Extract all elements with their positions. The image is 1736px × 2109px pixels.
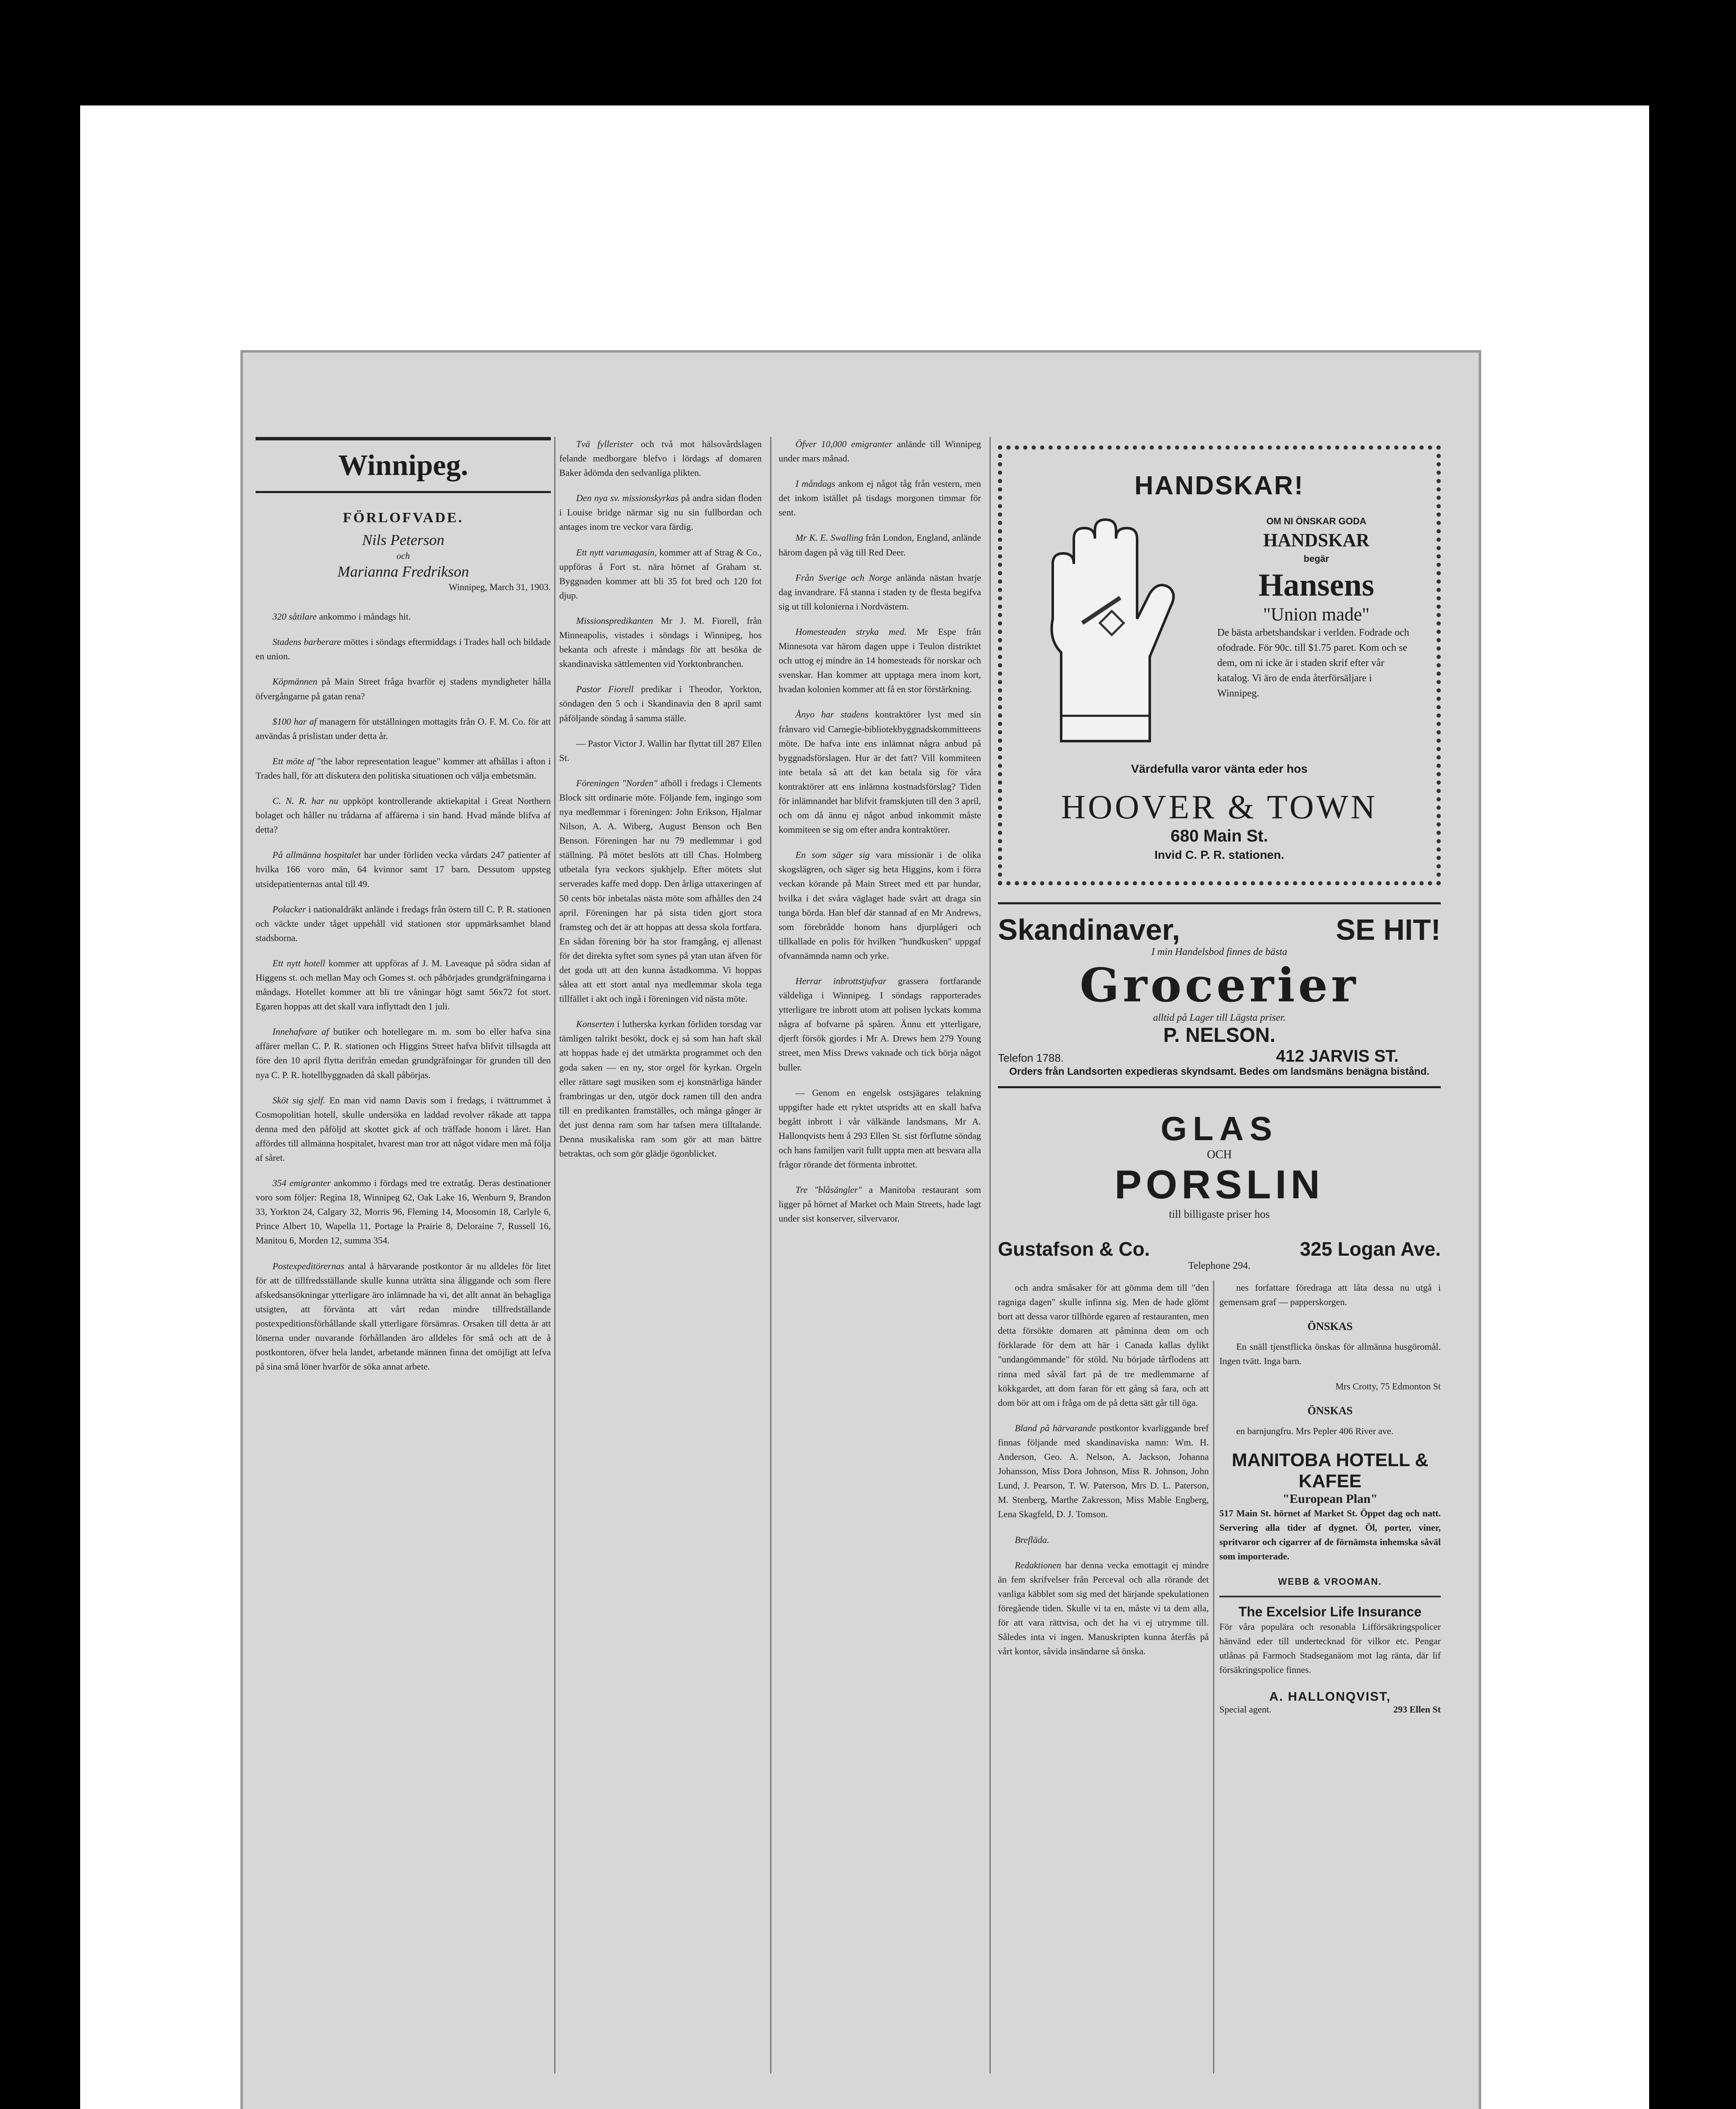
article-lead: Den nya sv. missionskyrkas [576,493,679,504]
article-paragraph [256,1176,551,1248]
article-text: i lutherska kyrkan förliden torsdag var tämligen talrikt besökt, dock ej så som han haft skäl att hoppas hade ej det utmärkta programmet och den goda saken — en ny, stor orgel för kyrkan. Orgeln eller rättare sagt musiken som ej konstnärliga händer frambringas ur den, utgör dock ramen till den andra till en predikanten framställes, och många gånger är det just denna ram som har tafsen mera tilltalande. Denna musikaliska ram som gör att man bättre betraktas, och som gör glädje ögonblicket. [559,1019,762,1159]
agent-title: Special agent. [1219,1704,1272,1715]
article-text: ankommo i måndags hit. [319,611,411,622]
article-text: anlända nästan hvarje dag invandrare. Få stanna i staden ty de flesta begifva sig ut till kolonierna i Nordvästern. [779,572,981,612]
article-lead: Tvä fyllerister [576,439,633,449]
article-paragraph [779,1183,981,1226]
article-text: predikar i Theodor, Yorkton, söndagen den 5 och i Skandinavia den 8 april samt påföljande söndag å samma ställe. [559,684,762,723]
article-paragraph [559,682,762,725]
article-lead: C. N. R. har nu [272,796,339,806]
glas-firm: Gustafson & Co. [998,1238,1150,1260]
glas-address: 325 Logan Ave. [1299,1238,1441,1260]
article-paragraph [559,545,762,603]
glas-title: GLAS [1160,1110,1278,1147]
column-1-articles [256,610,551,1374]
article-paragraph [779,707,981,837]
handskar-body: De bästa arbetshandskar i verlden. Fodrade och ofodrade. För 90c. till $1.75 paret. Kom och se dem, om ni icke är i staden skrif efter vår katalog. Vi äro de enda återförsäljare i Winnipeg. [1217,627,1410,699]
article-paragraph [559,437,762,480]
article-text: antal å härvarande postkontor är nu alldeles för litet för att de tillfredsställande skulle kunna uträtta sina åliggande och som flere afskedsansökningar ytterligare äro inlämnade ha vi, det allt annat än behagliga utsigten, att förvänta att vårt redan mindre tillfredställande postexpeditionsförhållande skall ytterligare försämras. Orsaken till detta är att lönerna under nuvarande förhållanden äro alldeles för små och att de å postkontoren, öfver hela landet, arbetande männen finna det omöjligt att lefva på sina små löner hvarför de söka annat arbete. [256,1260,551,1372]
hotel-owners: WEBB & VROOMAN. [1278,1576,1382,1587]
article-paragraph [559,1017,762,1161]
grocer-phone: Telefon 1788. [998,1052,1064,1064]
article-text: butiker och hotellegare m. m. som bo eller hafva sina affärer mellan C. P. R. stationen och Higgins Street hafva blifvit tillsagda att före den 10 april flytta derifrån emedan grundgräfningar för grunden till den nya C. P. R. hotellbyggnaden då skall påbörjas. [256,1026,551,1080]
grocer-note: Orders från Landsorten expedieras skyndsamt. Bedes om landsmäns benägna bistånd. [1009,1066,1430,1077]
article-lead: $100 har af [272,716,317,727]
article-paragraph [256,610,551,624]
article-lead: Brefläda. [1015,1534,1049,1545]
onskas2-text: en barnjungfru. Mrs Pepler 406 River ave. [1236,1426,1394,1437]
column-3 [779,437,981,2074]
insurance-text: För våra populära och resonabla Lifförsäkringspolicer hänvänd eder till undertecknad för vilkor etc. Pengar utlånas på Farmoch Stadseganäom mot lag ränta, där lif försäkringspolice finnes. [1219,1621,1441,1675]
article-text: anlände till Winnipeg under mars månad. [779,439,981,464]
article-lead: Tre "blåsängler" [795,1184,862,1195]
article-paragraph [256,794,551,837]
article-paragraph [998,1533,1209,1547]
article-paragraph [779,437,981,466]
handskar-tagline: Värdefulla varor vänta eder hos [1131,762,1308,775]
article-lead: Redaktionen [1015,1559,1061,1570]
article-lead: På allmänna hospitalet [272,850,361,860]
grocer-left: Skandinaver, [998,913,1180,946]
article-lead: Innehafvare af [272,1026,329,1037]
article-paragraph [559,491,762,534]
onskas2-title: ÖNSKAS [1307,1405,1353,1417]
grocer-owner: P. NELSON. [1163,1024,1275,1046]
article-lead: Ett möte af [272,755,315,766]
hoover-town-name: HOOVER & TOWN [1061,789,1378,826]
article-lead: Herrar inbrottstjufvar [795,976,887,986]
insurance-name: The Excelsior Life Insurance [1238,1604,1422,1619]
column-rule [770,437,771,2074]
onskas1-title: ÖNSKAS [1307,1320,1353,1333]
article-paragraph [256,635,551,663]
hoover-town-near: Invid C. P. R. stationen. [1154,848,1284,861]
article-paragraph [998,1558,1209,1659]
hotel-name: MANITOBA HOTELL & KAFEE [1232,1449,1429,1491]
article-lead: Pastor Fiorell [576,684,634,695]
article-paragraph [256,902,551,945]
article-lead: Öfver 10,000 emigranter [795,439,892,449]
article-lead: En som säger sig [795,850,870,860]
article-text: — Genom en engelsk ostsjägares telakning uppgifter hade ett ryktet utspridts att en skall hafva begått inbrott i vår välkände landsmans, Mr A. Hallonqvists hem å 293 Ellen St. sist förflutne söndag och hans familjen varit fullt uppta men att besvara alla frågor rörande det förmenta inbrottet. [779,1087,981,1170]
glas-ad [998,1086,1441,1276]
newspaper-page [240,350,1481,2109]
grocer-address: 412 JARVIS ST. [1276,1047,1399,1065]
article-paragraph [559,614,762,671]
article-lead: 320 såtilare [272,611,317,622]
onskas1-text: En snäll tjenstflicka önskas för allmänna husgöromål. Ingen tvätt. Inga barn. [1219,1341,1441,1367]
article-text: uppköpt kontrollerande aktiekapital i Great Northern bolaget och håller nu trådarna af affärerna i sin hand. Hvad månde blifva af detta? [256,796,551,835]
engagement-heading: FÖRLOFVADE. [342,510,464,526]
handskar-line3: begär [1304,553,1329,564]
glas-och: OCH [1207,1148,1232,1161]
article-lead: I måndags [795,478,836,489]
lower-right-column [1219,1281,1441,2074]
article-paragraph [256,715,551,743]
article-text: har under förliden vecka vårdats 247 patienter af hvilka 166 voro män, 64 kvinnor samt 17 barn. Dessutom uppsteg utsidepatienternas antal till 49. [256,850,551,889]
article-lead: Föreningen "Norden" [576,777,658,788]
onskas1-contact: Mrs Crotty, 75 Edmonton St [1335,1381,1441,1392]
handskar-union: "Union made" [1263,604,1370,625]
column-2-articles [559,437,762,1161]
article-paragraph [256,754,551,783]
article-paragraph [256,674,551,703]
article-paragraph [779,531,981,559]
agent-address: 293 Ellen St [1393,1704,1441,1715]
article-lead: Stadens barberare [272,636,341,647]
engaged-name-1: Nils Peterson [362,531,445,548]
agent-name: A. HALLONQVIST, [1269,1690,1391,1704]
article-lead: Köpmännen [272,676,318,687]
article-text: och två mot hälsovårdslagen felande medborgare blefvo i lördags af domaren Baker ådömda den sedvanliga plikten. [559,439,762,478]
article-lead: Bland på härvarande [1015,1422,1096,1433]
article-lead: Polacker [272,903,306,914]
insurance-ad [1219,1596,1441,1715]
article-paragraph [256,1025,551,1082]
handskar-ad [998,445,1441,885]
article-text: Mr J. M. Fiorell, från Minneapolis, vistades i söndags i Winnipeg, hos bekanta och afreste i måndags för att besöka de skandinaviska sättlementen vid Yorktonbranchen. [559,615,762,669]
handskar-brand: Hansens [1258,567,1375,603]
article-paragraph [998,1281,1209,1410]
article-text: grassera fortfarande väldeliga i Winnipeg. I söndags rapporterades ytterligare tre inbrott utom att polisen lyckats komma några af bofvarne på spåren. Ännu ett ytterligare, djerft försök gjordes i Mr A. Drews hem 279 Young street, men Miss Drews vaknade och tick börja något buller. [779,976,981,1073]
article-text: Mr Espe från Minnesota var härom dagen uppe i Teulon distriktet och uttog ej mindre än 14 homesteads för norskar och svenskar. Han kommer att upptaga mera inom kort, hvadan kolonien kommer att få en stor förstärkning. [779,626,981,695]
article-text: kommer att uppföras af J. M. Laveaque på södra sidan af Higgens st. och mellan May och Gomes st. och påbörjades grundgräfningarna i måndags. Hotellet kommer att bli tre våningar högt samt 56x72 fot stort. Egaren hoppas att det skall vara inflyttadt den 1 juli. [256,957,551,1012]
article-text: har denna vecka emottagit ej mindre än fem skrifvelser från Perceval och alla rörande det vanliga käbblet som sig med det härjande spekulationen föregående tiden. Skulle vi ta en, måste vi ta dem alla, för att vara rättvisa, och det ha vi ej utrymme till. Således inta vi ingen. Manuskripten kunna återfås på vårt kontor, såvida insändarne så önska. [998,1559,1209,1657]
lower-left-articles [998,1281,1209,1659]
grocer-sub2: alltid på Lager till Lägsta priser. [1153,1012,1286,1023]
article-paragraph [559,736,762,765]
article-text: a Manitoba restaurant som ligger på hörnet af Market och Main Streets, hade lagt under sist konserver, silvervaror. [779,1184,981,1224]
handskar-line2: HANDSKAR [1263,530,1369,550]
article-paragraph [779,625,981,696]
lower-section [998,1281,1441,2074]
handskar-line1: OM NI ÖNSKAR GODA [1266,516,1367,526]
article-paragraph [559,776,762,1006]
grocer-ad [998,902,1441,1086]
ads-column [998,437,1441,1276]
article-text: ankommo i fördags med tre extratåg. Deras destinationer voro som följer: Regina 18, Winnipeg 62, Oak Lake 16, Wenburn 9, Brandon 33, Yorkton 24, Calgary 32, Morris 96, Fleming 14, Moosomin 18, Carlyle 6, Prince Albert 10, Wapella 11, Portage la Prairie 8, Deloraine 7, Russell 16, Manitou 6, Morden 12, summa 354. [256,1178,551,1246]
grocer-sub: I min Handelsbod finnes de bästa [1151,947,1287,957]
grocer-right: SE HIT! [1336,913,1441,946]
masthead: Winnipeg. [256,437,551,493]
article-lead: Postexpeditörernas [272,1260,345,1271]
column-2 [559,437,762,2074]
article-lead: Ånyo har stadens [795,709,869,720]
article-lead: Ett nytt hotell [272,957,325,968]
column-rule [554,437,555,2074]
engaged-och: och [396,550,410,561]
article-lead: Konserten [576,1019,615,1030]
lower-right-intro: nes forfattare föredraga att låta dessa nu utgå i gemensam graf — papperskorgen. [1219,1282,1441,1308]
article-lead: Missionspredikanten [576,615,653,626]
article-text: från London, England, anlände härom dagen på väg till Red Deer. [779,532,981,558]
article-text: kontraktörer lyst med sin frånvaro vid Carnegie-bibliotekbyggnadskommitteens möte. De hafva inte ens inlämnat några anbud på byggnadsförslagen. Hur är det fatt? Vill kommiteen inte betala så att det kan betala sig för våra kontraktörer att ens inlämna kostnadsförslag? Tiden för inlämnandet har blifvit framskjuten till den 3 april, och om då ännu ej något anbud inkommit måste kommiteen se sig om efter andra kontraktörer. [779,709,981,835]
article-text: ankom ej något tåg från vestern, men det inkom istället på tisdags morgonen timmar för sent. [779,478,981,518]
column-3-articles [779,437,981,1226]
article-text: och andra småsaker för att gömma dem till "den ragniga dagen" skulle infinna sig. Men de hade glömt bort att dessa varor tillhörde egaren af restauranten, men detta försökte domaren att påminna dem om och förklarade för dem att här i Canada kallas dylikt "undangömmande" för stöld. Nu började tårflodens att rinna med såväl fart på de tre medlemmarne af kökkgardet, att dom faran för ett gång så fara, och att dom bör att om i fråga om de på detta sätt går till öga. [998,1282,1209,1408]
column-1 [256,437,551,2074]
article-lead: 354 emigranter [272,1178,331,1189]
article-paragraph [779,848,981,963]
article-text: på Main Street fråga hvarför ej stadens myndigheter hålla öfvergångarne på gatan rena? [256,676,551,701]
article-paragraph [256,956,551,1014]
article-text: En man vid namn Davis som i fredags, i tvättrummet å Cosmopolitian hotell, skulle undersöka en laddad revolver råkade att tappa denna med den påföljd att skottet gick af och träffade honom i låret. Han affördes till allmänna hospitalet, hvarest man tror att något vidare men må följa af såret. [256,1095,551,1163]
handskar-title: HANDSKAR! [1134,471,1305,500]
article-lead: Mr K. E. Swalling [795,532,863,543]
article-text: vara missionär i de olika skogslägren, och säger sig heta Higgins, kom i förra veckan körande på Main Street med ett par hundar, hvilka i det svåra väglaget hade svårt att draga sin tunga börda. Han blef där stannad af en Mr Andrews, som förebrådde honom hans djurplågeri och tillkallade en polis för hvilken "hundkusken" uppgaf ofvannämnda namn och yrke. [779,850,981,961]
article-paragraph [779,1086,981,1172]
engaged-name-2: Marianna Fredrikson [337,563,469,580]
article-text: möttes i söndags eftermiddags i Trades hall och bildade en union. [256,636,551,662]
hotel-plan: "European Plan" [1282,1491,1378,1506]
article-lead: Homesteaden stryka med. [795,626,907,637]
article-text: på andra sidan floden i Louise bridge närmar sig nu sin fullbordan och antages inom tre veckor vara färdig. [559,493,762,532]
article-lead: Från Sverige och Norge [795,572,892,583]
article-text: "the labor representation league" kommer att afhållas i afton i Trades hall, för att diskutera den politiska situationen och välja embetsmän. [256,755,551,781]
article-paragraph [779,571,981,614]
article-paragraph [256,1093,551,1165]
article-paragraph [779,974,981,1075]
glas-phone: Telephone 294. [1188,1260,1251,1271]
porslin-title: PORSLIN [1114,1162,1324,1207]
article-text: i nationaldräkt anlände i fredags från östern till C. P. R. stationen och väckte under tåget uppehåll vid stationen stor uppmärksamhet bland stadsborna. [256,903,551,943]
article-lead: Ett nytt varumagasin, [576,547,657,558]
article-paragraph [256,1259,551,1374]
grocer-big: Grocerier [1080,958,1359,1012]
article-text: afhöll i fredags i Clements Block sitt ordinarie möte. Följande fem, ingingo som nya medlemmar i föreningen: John Erikson, Hjalmar Nilson, A. A. Wiberg, August Benson och Ben Benson. Föreningen har nu 79 medlemmar i god ställning. På mötet beslöts att till Chas. Holmberg utbetala fyra veckors sjukhjelp. Efter mötets slut serverades kaffe med dopp. Den årliga uttaxeringen af 50 cents bör inbetalas nästa möte som afhålles den 24 april. Föreningen har på sista tiden gjort stora framsteg och det är att hoppas att dessa skola fortfara. En sådan förening bör ha stor framgång, ej allenast för det direkta syftet som synes på ytan utan äfven för det goda utt att den kunna åstadkomma. Vi hoppas sålea att ett stort antal nya medlemmar skola tega tillfället i akt och ingå i föreningen vid nästa möte. [559,777,762,1004]
article-paragraph [779,477,981,520]
article-lead: Sköt sig sjelf. [272,1095,326,1106]
lower-left-column [998,1281,1209,2074]
hotel-text: 517 Main St. hörnet af Market St. Öppet dag och natt. Servering alla tider af dygnet. Öl, porter, viner, spritvaror och cigarrer af de förnämsta inhemska såväl som importerade. [1219,1508,1441,1562]
article-text: kommer att af Strag & Co., uppföras å Fort st. nära hörnet af Graham st. Byggnaden kommer att bli 35 fot bred och 120 fot djup. [559,547,762,601]
article-text: — Pastor Victor J. Wallin har flyttat till 287 Ellen St. [559,738,762,763]
glove-icon [1023,513,1200,750]
article-text: postkontor kvarliggande bref finnas följande med skandinaviska namn: Wm. H. Anderson, Geo. A. Nelson, A. Jackson, Johanna Johansson, Miss Dora Johnson, Miss R. Johnson, John Lund, J. Pearson, T. W. Paterson, Mrs D. L. Paterson, M. Stenberg, Marthe Zakresson, Miss Mable Engberg, Lena Skagfeld, D. J. Tomson. [998,1422,1209,1520]
hotel-ad [1219,1450,1441,1587]
article-paragraph [256,848,551,891]
article-paragraph [998,1421,1209,1522]
column-rule [1213,1281,1214,2074]
glas-sub: till billigaste priser hos [1169,1208,1270,1220]
article-text: managern för utställningen mottagits från O. F. M. Co. för att användas å prislistan under detta år. [256,716,551,741]
column-rule [989,437,991,2074]
engagement-date: Winnipeg, March 31, 1903. [448,582,551,593]
hoover-town-address: 680 Main St. [1170,827,1268,845]
